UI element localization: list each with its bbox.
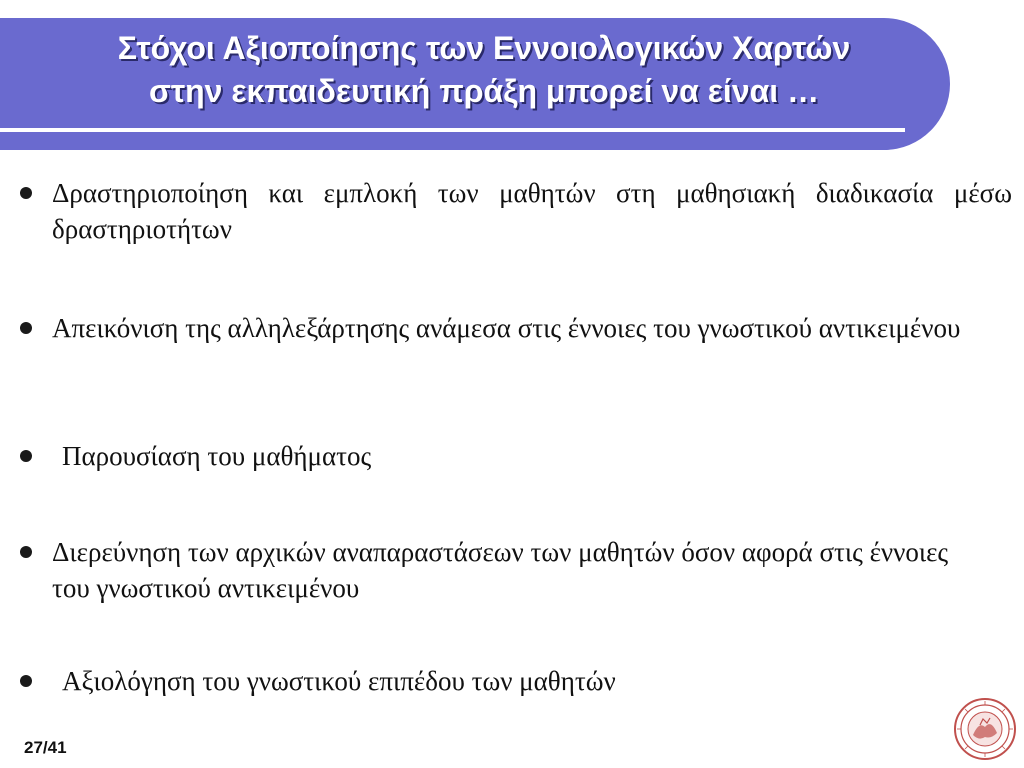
bullet-dot-icon <box>20 546 32 558</box>
bullet-dot-icon <box>20 675 32 687</box>
bullet-text: Αξιολόγηση του γνωστικού επιπέδου των μαθητών <box>62 666 616 696</box>
bullet-dot-icon <box>20 187 32 199</box>
bullet-text: Απεικόνιση της αλληλεξάρτησης ανάμεσα στις έννοιες του γνωστικού αντικειμένου <box>52 313 961 343</box>
page-number: 27/41 <box>24 738 67 757</box>
list-item <box>52 310 1012 346</box>
bullet-text: Διερεύνηση των αρχικών αναπαραστάσεων των μαθητών όσον αφορά στις έννοιες του γνωστικού αντικειμένου <box>52 537 949 603</box>
slide-title-line-2: στην εκπαιδευτική πράξη μπορεί να είναι … <box>148 73 820 109</box>
slide-title-line-1: Στόχοι Αξιοποίησης των Εννοιολογικών Χαρτών <box>117 30 851 66</box>
bullet-text: Παρουσίαση του μαθήματος <box>62 441 372 471</box>
bullet-text: Δραστηριοποίηση και εμπλοκή των μαθητών στη μαθησιακή διαδικασία μέσω δραστηριοτήτων <box>52 178 1012 244</box>
bullet-dot-icon <box>20 322 32 334</box>
list-item <box>62 438 1022 474</box>
list-item <box>52 534 972 606</box>
list-item <box>62 663 1022 699</box>
university-seal-icon <box>953 697 1017 761</box>
list-item <box>52 175 1012 247</box>
bullet-dot-icon <box>20 450 32 462</box>
